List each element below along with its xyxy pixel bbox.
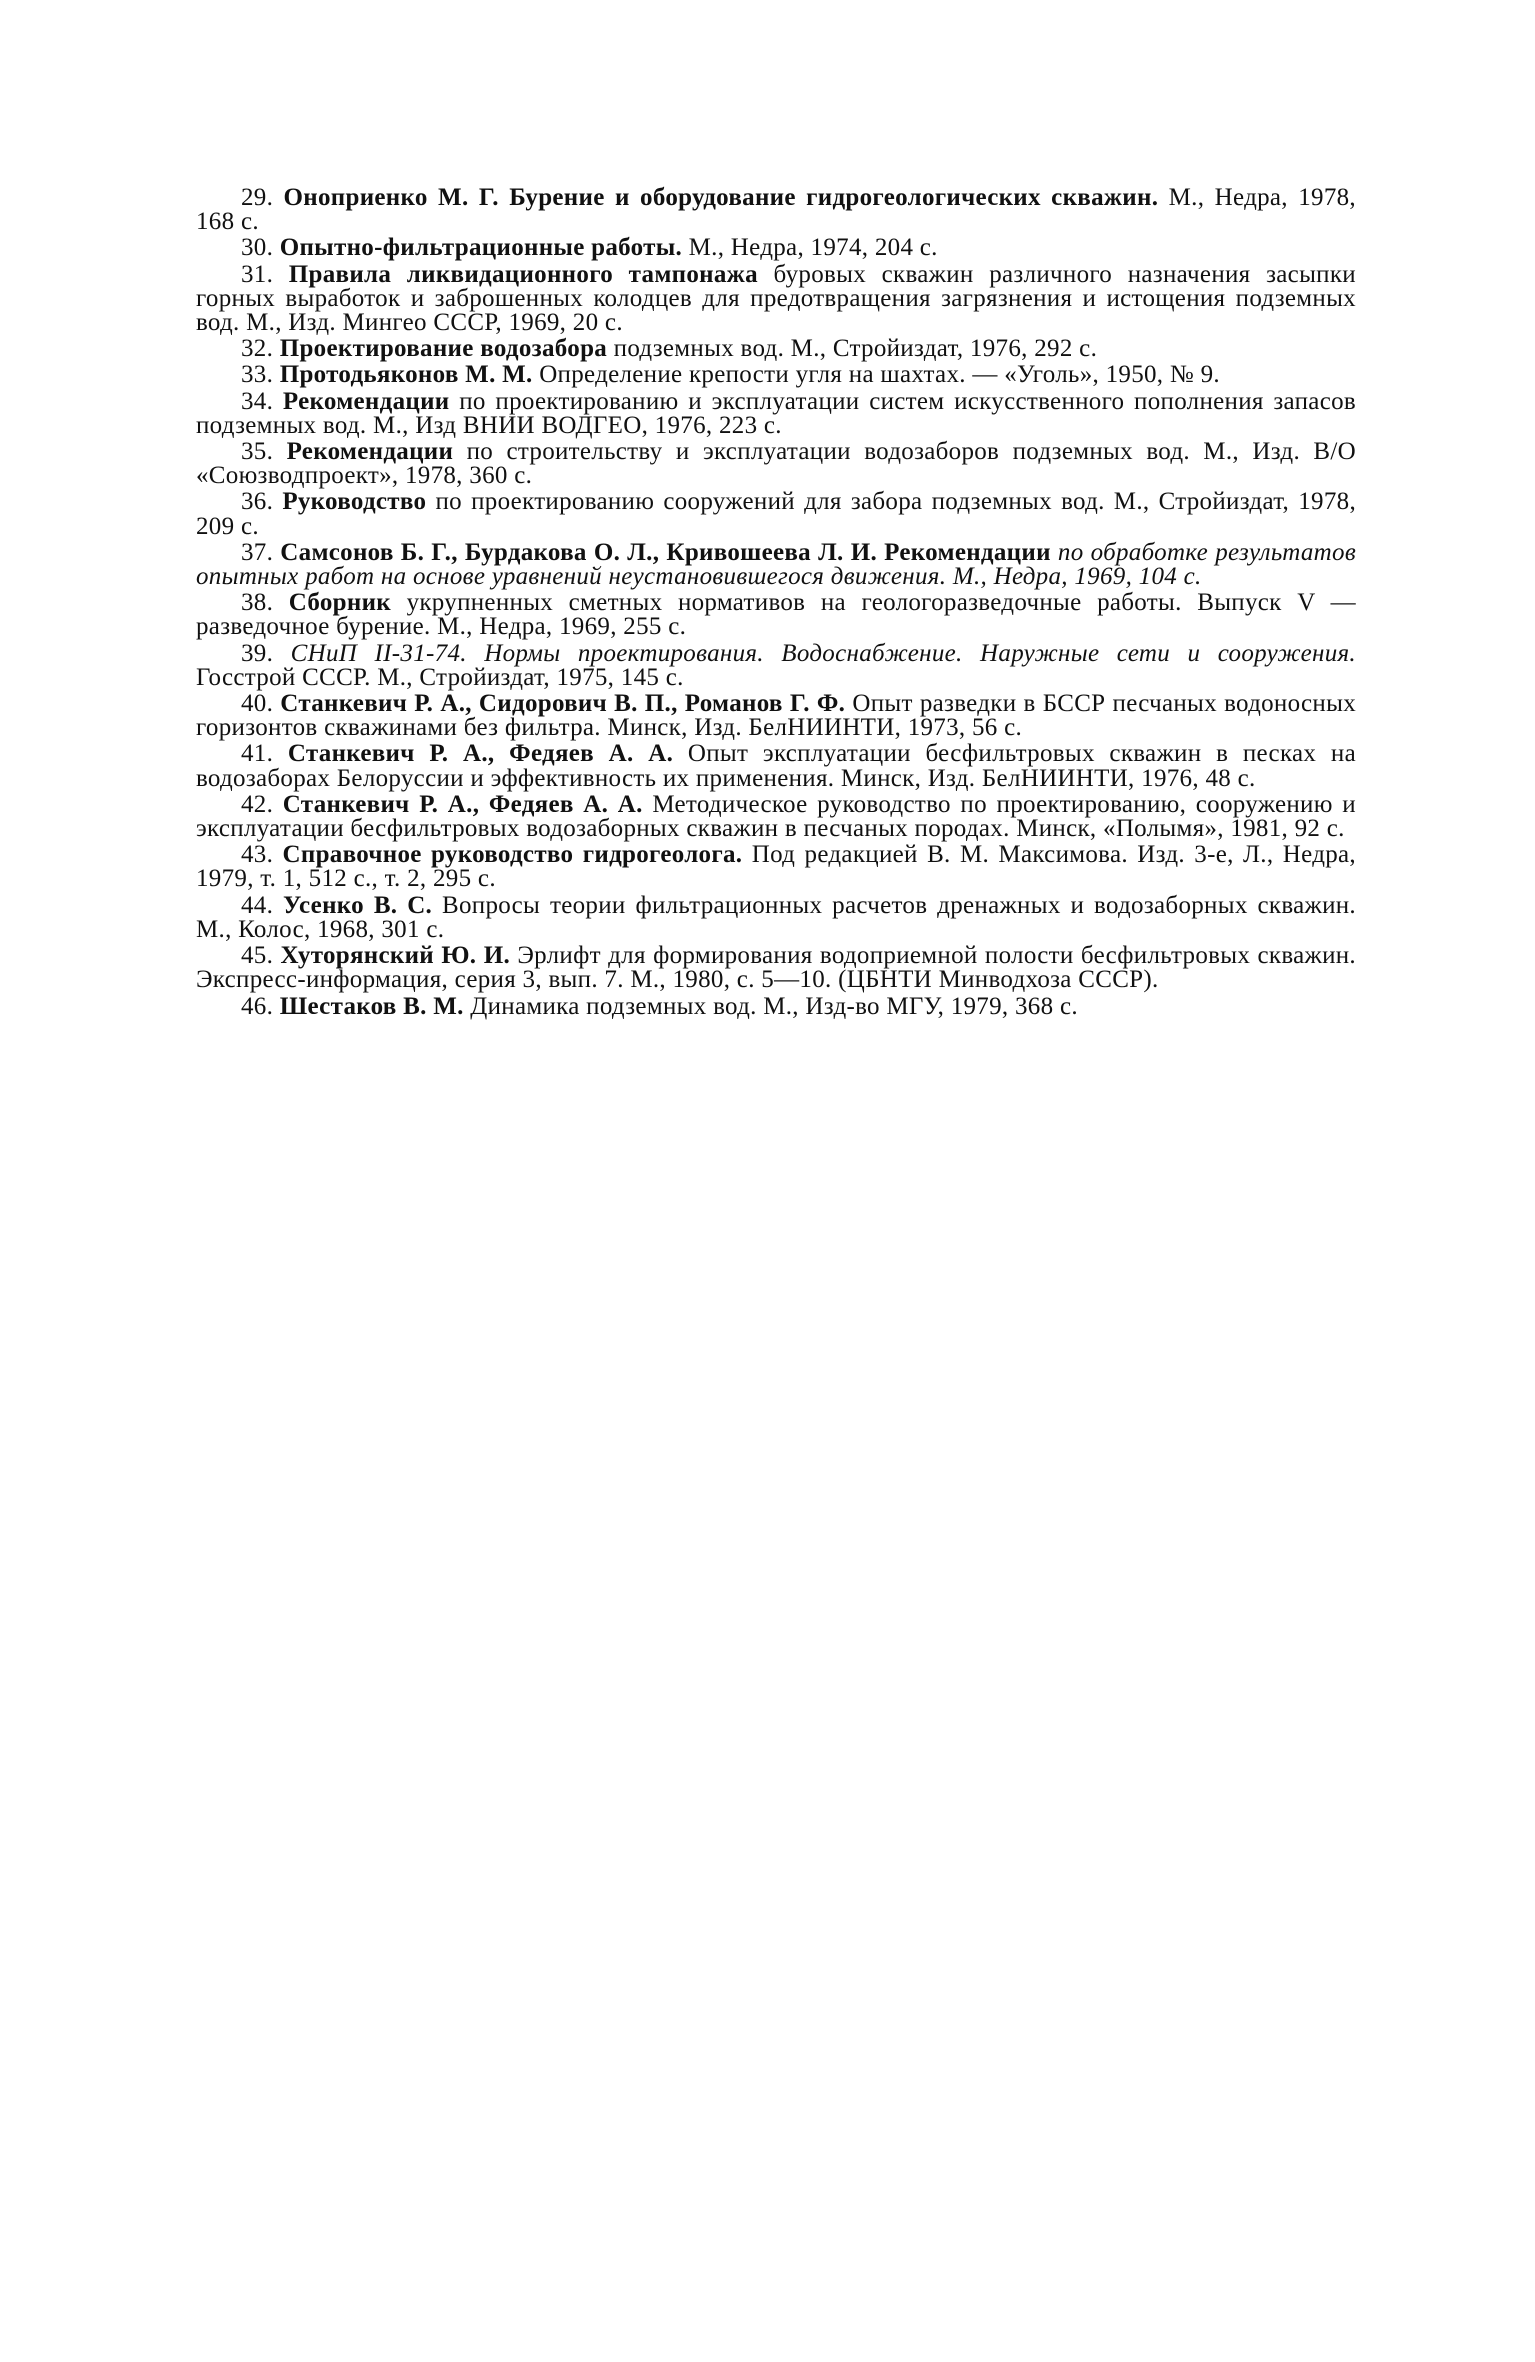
reference-title: Справочное руководство гидрогеолога.	[282, 841, 743, 869]
reference-item	[196, 236, 1356, 260]
reference-item	[196, 843, 1356, 891]
reference-number: 36.	[241, 488, 274, 516]
reference-title: Сборник	[288, 589, 391, 617]
reference-details: Эрлифт для формирования водоприемной полости бесфильтровых скважин. Экспресс-информация, серия 3, вып. 7. М., 1980, с. 5—10. (ЦБНТИ Минводхоза СССР).	[196, 942, 1356, 994]
reference-item	[196, 260, 1356, 337]
reference-item	[196, 692, 1356, 740]
reference-number: 35.	[241, 438, 274, 466]
reference-author: Станкевич Р. А., Федяев А. А.	[287, 740, 674, 768]
reference-title: СНиП II-31-74. Нормы проектирования. Водоснабжение. Наружные сети и сооружения.	[290, 639, 1356, 667]
reference-number: 38.	[241, 589, 274, 617]
reference-author: Усенко В. С.	[283, 891, 433, 919]
reference-details: Под редакцией В. М. Максимова. Изд. 3-е, Л., Недра, 1979, т. 1, 512 с., т. 2, 295 с.	[196, 841, 1356, 893]
reference-author: Станкевич Р. А., Федяев А. А.	[282, 790, 643, 818]
reference-item	[196, 944, 1356, 992]
reference-list	[196, 186, 1356, 1019]
reference-details: Госстрой СССР. М., Стройиздат, 1975, 145 с.	[196, 663, 684, 691]
reference-item	[196, 363, 1356, 387]
reference-number: 39.	[241, 639, 274, 667]
reference-number: 43.	[241, 841, 274, 869]
reference-details: Определение крепости угля на шахтах. — «Уголь», 1950, № 9.	[539, 361, 1220, 389]
reference-details: Динамика подземных вод. М., Изд-во МГУ, 1979, 368 с.	[470, 992, 1078, 1020]
reference-number: 34.	[241, 387, 274, 415]
reference-details: укрупненных сметных нормативов на геологоразведочные работы. Выпуск V — разведочное бурение. М., Недра, 1969, 255 с.	[196, 589, 1356, 641]
reference-number: 33.	[241, 361, 274, 389]
reference-details: по обработке результатов опытных работ на основе уравнений неустановившегося движения. М., Недра, 1969, 104 с.	[196, 538, 1356, 591]
reference-details: подземных вод. М., Стройиздат, 1976, 292 с.	[613, 335, 1098, 363]
reference-details: буровых скважин различного назначения засыпки горных выработок и заброшенных колодцев для предотвращения загрязнения и истощения подземных вод. М., Изд. Мингео СССР, 1969, 20 с.	[196, 260, 1356, 337]
reference-title: Рекомендации	[286, 438, 454, 466]
reference-author: Самсонов Б. Г., Бурдакова О. Л., Кривошеева Л. И.	[280, 538, 878, 566]
reference-number: 44.	[241, 891, 274, 919]
reference-author: Оноприенко М. Г.	[283, 184, 499, 211]
reference-details: Опыт эксплуатации бесфильтровых скважин в песках на водозаборах Белоруссии и эффективность их применения. Минск, Изд. БелНИИНТИ, 1976, 48 с.	[196, 740, 1356, 792]
reference-item	[196, 538, 1356, 591]
reference-number: 42.	[241, 790, 274, 818]
reference-author: Хуторянский Ю. И.	[280, 942, 510, 970]
reference-details: М., Недра, 1974, 204 с.	[688, 234, 938, 262]
reference-item	[196, 337, 1356, 361]
reference-number: 32.	[241, 335, 274, 363]
reference-item	[196, 790, 1356, 843]
bibliography-page	[196, 186, 1356, 1021]
reference-item	[196, 639, 1356, 691]
reference-details: Методическое руководство по проектированию, сооружению и эксплуатации бесфильтровых водозаборных скважин в песчаных породах. Минск, «Полымя», 1981, 92 с.	[196, 790, 1356, 843]
reference-item	[196, 891, 1356, 943]
reference-number: 46.	[241, 992, 274, 1020]
reference-author: Протодьяконов М. М.	[279, 361, 533, 389]
reference-details: М., Недра, 1978, 168 с.	[196, 184, 1356, 236]
reference-title: Опытно-фильтрационные работы.	[279, 234, 683, 262]
reference-details: Опыт разведки в БССР песчаных водоносных горизонтов скважинами без фильтра. Минск, Изд. БелНИИНТИ, 1973, 56 с.	[196, 690, 1356, 742]
reference-title: Рекомендации	[884, 538, 1051, 566]
reference-details: по проектированию сооружений для забора подземных вод. М., Стройиздат, 1978, 209 с.	[196, 488, 1356, 540]
reference-title: Проектирование водозабора	[279, 335, 608, 363]
reference-details: по проектированию и эксплуатации систем искусственного пополнения запасов подземных вод. М., Изд ВНИИ ВОДГЕО, 1976, 223 с.	[196, 387, 1356, 439]
reference-item	[196, 992, 1356, 1020]
reference-item	[196, 186, 1356, 234]
reference-item	[196, 490, 1356, 538]
reference-number: 40.	[241, 690, 274, 718]
reference-item	[196, 742, 1356, 790]
reference-number: 31.	[241, 260, 274, 288]
reference-title: Руководство	[282, 488, 427, 516]
reference-title: Рекомендации	[282, 387, 450, 415]
reference-number: 41.	[241, 740, 274, 768]
reference-number: 45.	[241, 942, 274, 970]
reference-number: 37.	[241, 538, 274, 566]
reference-number: 29.	[241, 184, 274, 211]
reference-details: Вопросы теории фильтрационных расчетов дренажных и водозаборных скважин. М., Колос, 1968, 301 с.	[196, 891, 1356, 943]
reference-item	[196, 440, 1356, 488]
reference-title: Бурение и оборудование гидрогеологических скважин.	[509, 184, 1159, 211]
reference-number: 30.	[241, 234, 274, 262]
reference-item	[196, 387, 1356, 439]
reference-author: Шестаков В. М.	[279, 992, 464, 1020]
reference-details: по строительству и эксплуатации водозаборов подземных вод. М., Изд. В/О «Союзводпроект», 1978, 360 с.	[196, 438, 1356, 490]
reference-author: Станкевич Р. А., Сидорович В. П., Романов Г. Ф.	[280, 690, 846, 718]
reference-title: Правила ликвидационного тампонажа	[288, 260, 758, 288]
reference-item	[196, 591, 1356, 639]
